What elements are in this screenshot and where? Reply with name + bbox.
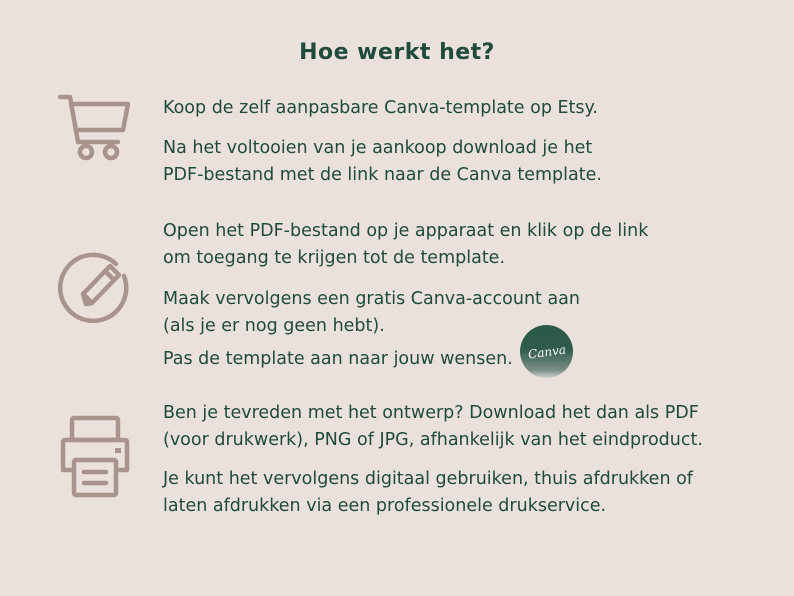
step1-line3: PDF-bestand met de link naar de Canva template. [163, 165, 602, 185]
step3-line2: (voor drukwerk), PNG of JPG, afhankelijk van het eindproduct. [163, 430, 703, 450]
step1-line1: Koop de zelf aanpasbare Canva-template op Etsy. [163, 98, 598, 118]
step2-line3: Maak vervolgens een gratis Canva-account aan [163, 289, 581, 309]
shopping-cart-icon [58, 94, 132, 162]
page-title: Hoe werkt het? [299, 40, 495, 65]
step1-line2: Na het voltooien van je aankoop download je het [163, 138, 593, 158]
pencil-circle-icon [58, 250, 134, 326]
step3-line4: laten afdrukken via een professionele drukservice. [163, 496, 607, 516]
step2-line5: Pas de template aan naar jouw wensen. [163, 349, 513, 369]
step3-line3: Je kunt het vervolgens digitaal gebruiken, thuis afdrukken of [163, 469, 693, 489]
step2-line4: (als je er nog geen hebt). [163, 316, 385, 336]
canva-logo-badge [520, 325, 573, 378]
canva-logo-text: Canva [526, 341, 567, 362]
step2-line1: Open het PDF-bestand op je apparaat en klik op de link [163, 221, 649, 241]
step2-line2: om toegang te krijgen tot de template. [163, 248, 506, 268]
step3-line1: Ben je tevreden met het ontwerp? Download het dan als PDF [163, 403, 699, 423]
printer-icon [58, 415, 132, 499]
